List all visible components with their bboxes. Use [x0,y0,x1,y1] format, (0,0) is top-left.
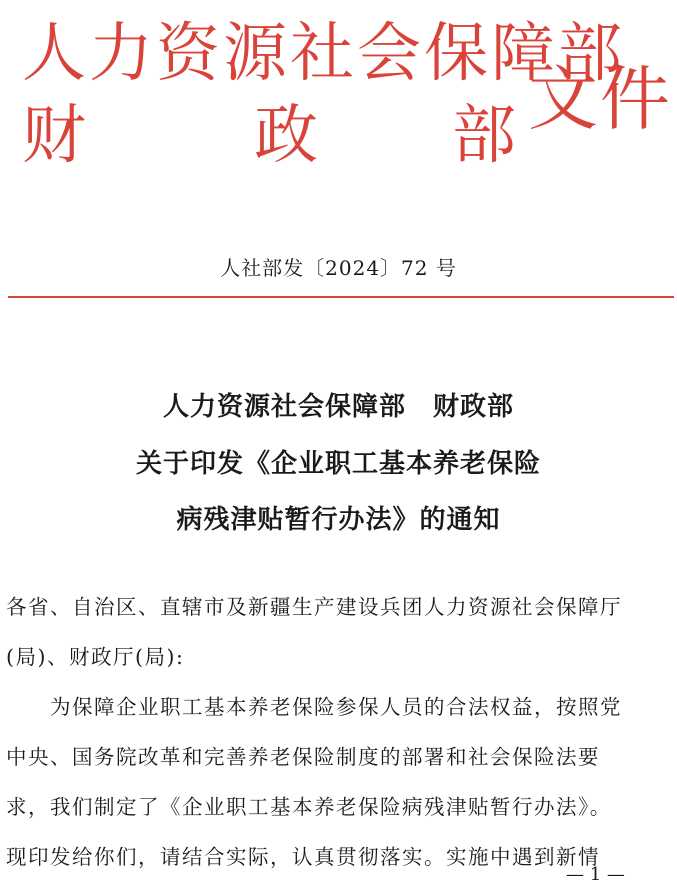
body-text-line: 现印发给你们，请结合实际，认真贯彻落实。实施中遇到新情 [6,845,600,869]
header-issuer-line-1: 人力资源社会保障部 [22,17,625,91]
document-title-line-2: 关于印发《企业职工基本养老保险 [135,449,541,479]
body-text-line: 各省、自治区、直辖市及新疆生产建设兵团人力资源社会保障厅 [6,595,622,619]
body-text-line: (局)、财政厅(局): [6,645,185,669]
document-number: 人社部发〔2024〕72 号 [220,256,457,280]
document-title-line-1: 人力资源社会保障部 财政部 [162,392,514,422]
document-title-line-3: 病残津贴暂行办法》的通知 [176,505,501,535]
body-text-line: 为保障企业职工基本养老保险参保人员的合法权益，按照党 [50,695,622,719]
red-divider-line [8,296,674,298]
header-issuer-char: 政 [254,99,318,173]
header-issuer-char: 财 [22,99,86,173]
header-document-label: 文件 [528,58,672,140]
header-issuer-char: 部 [452,99,516,173]
page-number: — 1 — [566,864,625,885]
body-text-line: 求，我们制定了《企业职工基本养老保险病残津贴暂行办法》。 [6,795,612,819]
body-text-line: 中央、国务院改革和完善养老保险制度的部署和社会保险法要 [6,745,600,769]
